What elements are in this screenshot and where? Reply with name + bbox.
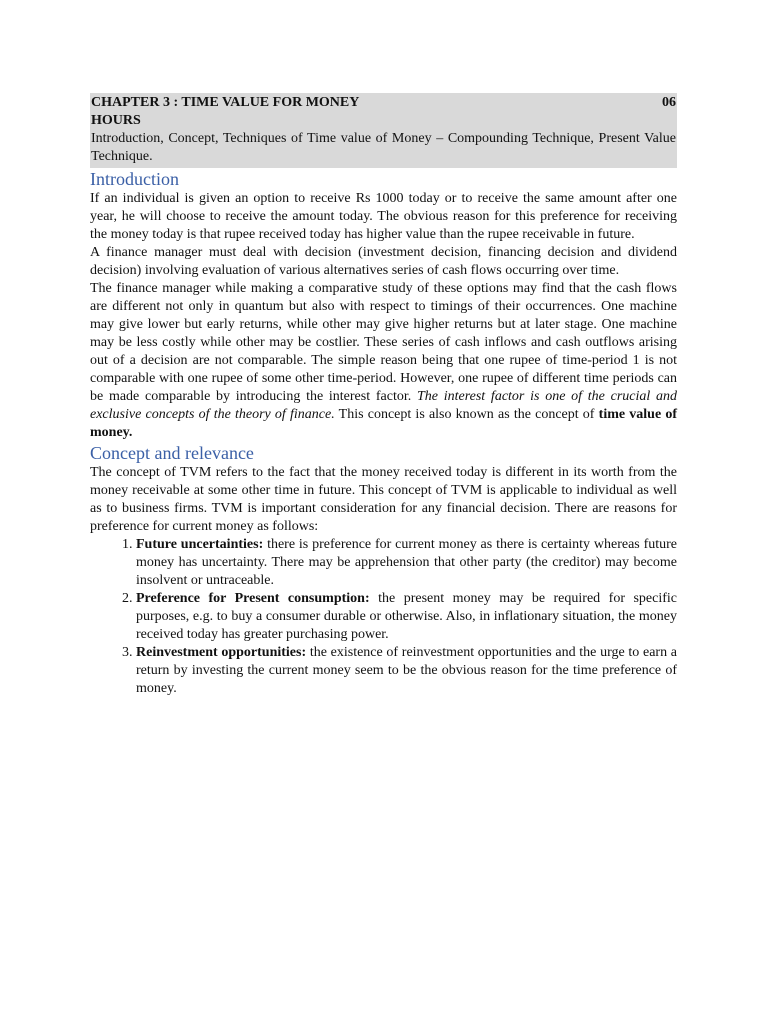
concept-heading: Concept and relevance (90, 443, 254, 463)
intro-paragraph-2: A finance manager must deal with decision (investment decision, financing decision and dividend decision) involving evaluation of various alternatives series of cash flows occurring over time. (90, 245, 677, 278)
intro-paragraph-3-italic: The interest factor is one of the crucial and exclusive concepts of the theory of finance. (90, 389, 678, 422)
reason-title: Preference for Present consumption: (136, 591, 370, 606)
intro-paragraph-3-bold: time value of money. (90, 407, 678, 440)
chapter-title: CHAPTER 3 : TIME VALUE FOR MONEY (91, 95, 360, 110)
chapter-hours-number: 06 (662, 95, 676, 110)
intro-paragraph-3-tail: This concept is also known as the concept of (338, 407, 595, 422)
reason-title: Reinvestment opportunities: (136, 645, 307, 660)
chapter-header-box (90, 93, 677, 168)
reasons-list (90, 536, 677, 698)
list-item (136, 590, 677, 644)
reason-text: the existence of reinvestment opportunities and the urge to earn a return by investing the current money seem to be the obvious reason for the time preference of money. (136, 645, 677, 696)
intro-paragraph-1: If an individual is given an option to receive Rs 1000 today or to receive the same amount after one year, he will choose to receive the amount today. The obvious reason for this preference for receiving the money today is that rupee received today has higher value than the rupee receivable in future. (90, 191, 677, 242)
chapter-hours-label: HOURS (91, 113, 141, 128)
list-item (136, 644, 677, 698)
list-item (136, 536, 677, 590)
reason-text: the present money may be required for specific purposes, e.g. to buy a consumer durable or otherwise. Also, in inflationary situation, the money received today has greater purchasing power. (136, 591, 677, 642)
document-page (90, 93, 677, 698)
introduction-heading: Introduction (90, 169, 179, 189)
reason-title: Future uncertainties: (136, 537, 264, 552)
intro-paragraph-3-main: The finance manager while making a comparative study of these options may find that the cash flows are different not only in quantum but also with respect to timings of their occurrences. One machine may give lower but early returns, while other may give higher returns but at later stage. One machine may be less costly while other may be costlier. These series of cash inflows and cash outflows arising out of a decision are not comparable. The simple reason being that one rupee of time-period 1 is not comparable with one rupee of some other time-period. However, one rupee of different time periods can be made comparable by introducing the interest factor. (90, 281, 677, 404)
intro-paragraph-3 (90, 280, 677, 442)
chapter-topics: Introduction, Concept, Techniques of Time value of Money – Compounding Technique, Present Value Technique. (91, 131, 676, 164)
chapter-title-row (91, 94, 676, 112)
reason-text: there is preference for current money as there is certainty whereas future money has uncertainty. There may be apprehension that other party (the creditor) may become insolvent or untraceable. (136, 537, 678, 588)
concept-paragraph-1: The concept of TVM refers to the fact that the money received today is different in its worth from the money receivable at some other time in future. This concept of TVM is applicable to individual as well as to business firms. TVM is important consideration for any financial decision. There are reasons for preference for current money as follows: (90, 465, 677, 534)
